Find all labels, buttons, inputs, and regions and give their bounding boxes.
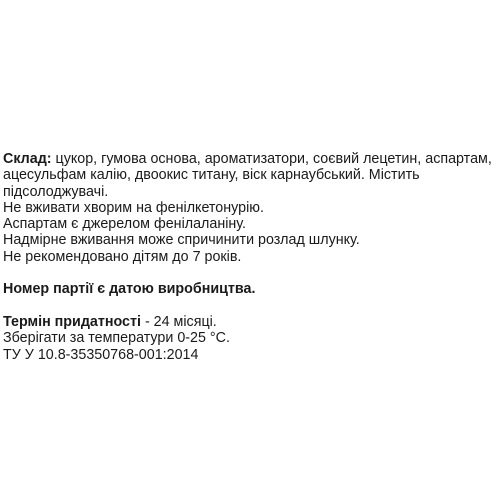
storage-line: Зберігати за температури 0-25 °С.	[3, 330, 230, 347]
spacer	[3, 265, 497, 281]
batch-number-text: Номер партії є датою виробництва.	[3, 281, 256, 298]
warning-line-aspartame: Аспартам є джерелом фенілаланіну.	[3, 216, 246, 233]
shelf-life-heading: Термін придатності	[3, 313, 141, 330]
warning-line-phenylketonuria: Не вживати хворим на фенілкетонурію.	[3, 199, 264, 216]
composition-heading: Склад:	[3, 151, 52, 167]
batch-number-line	[3, 281, 497, 297]
composition-paragraph	[3, 151, 497, 200]
standard-line: ТУ У 10.8-35350768-001:2014	[3, 346, 199, 363]
warning-line-children: Не рекомендовано дітям до 7 років.	[3, 248, 242, 265]
product-label-text	[3, 151, 497, 363]
shelf-life-value: - 24 місяці.	[140, 313, 217, 330]
spacer	[3, 298, 497, 314]
shelf-life-line	[3, 314, 497, 330]
warning-line-stomach: Надмірне вживання може спричинити розлад шлунку.	[3, 232, 360, 249]
composition-text: цукор, гумова основа, ароматизатори, соєвий лецетин, аспартам, ацесульфам калію, двоокис титану, віск карнаубський. Містить підсолоджувачі.	[3, 151, 492, 200]
